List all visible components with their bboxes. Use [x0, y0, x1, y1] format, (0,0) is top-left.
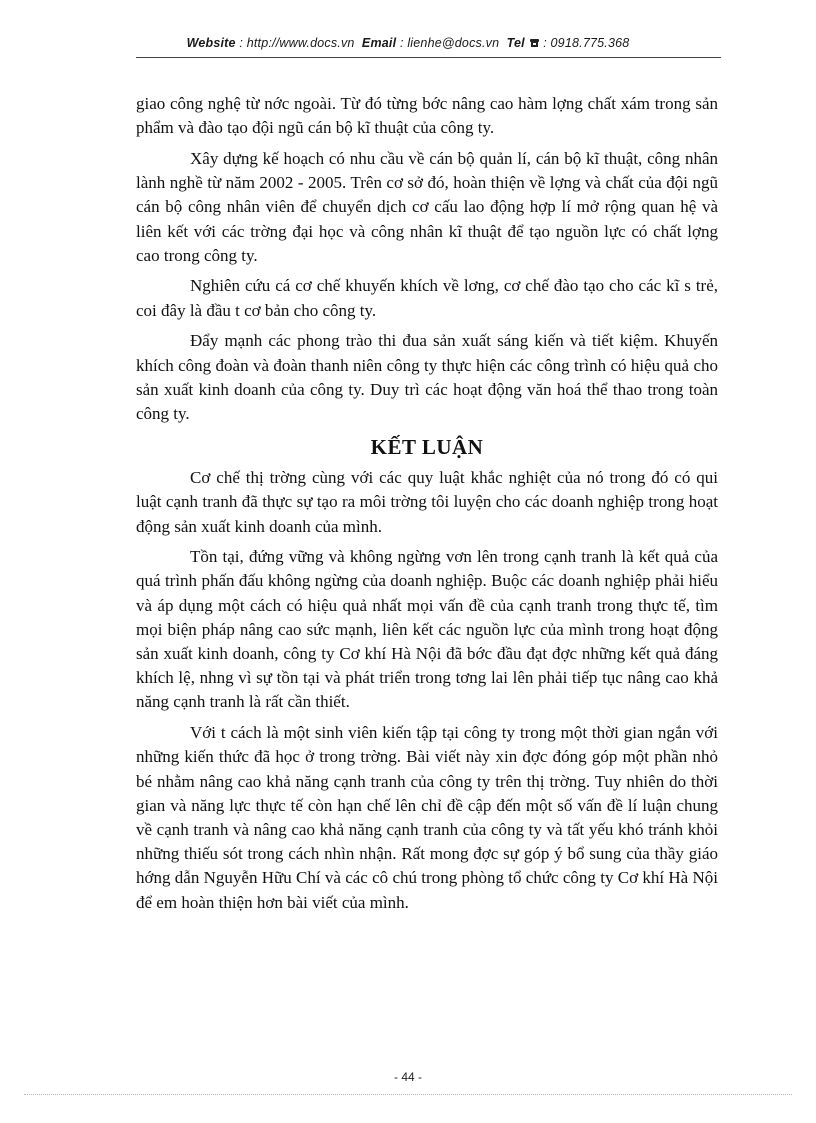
website-value: : http://www.docs.vn — [239, 36, 355, 50]
footer-divider — [24, 1094, 792, 1095]
section-heading: KẾT LUẬN — [370, 435, 484, 460]
paragraph: Với t cách là một sinh viên kiến tập tại công ty trong một thời gian ngắn với những kiến thức đã học ở trong trờng. Bài viết này xin đợc đóng góp một phần nhỏ bé nhằm nâng cao khả năng cạnh tranh của công ty trên thị trờng. Tuy nhiên do thời gian và năng lực thực tế còn hạn chế lên chỉ đề cập đến một số vấn đề lí luận chung về cạnh tranh và nâng cao khả năng cạnh tranh của công ty và tất yếu khó tránh khỏi những thiếu sót trong cách nhìn nhận. Rất mong đợc sự góp ý bổ sung của thầy giáo hớng dẫn Nguyễn Hữu Chí và các cô chú trong phòng tổ chức công ty Cơ khí Hà Nội để em hoàn thiện hơn bài viết của mình. — [136, 723, 718, 912]
email-value: : lienhe@docs.vn — [399, 36, 500, 50]
phone-icon — [529, 36, 544, 50]
document-body — [136, 92, 718, 921]
header-divider — [136, 57, 721, 58]
page-number: - 44 - — [393, 1070, 422, 1084]
page-header — [0, 36, 816, 50]
tel-value: : 0918.775.368 — [543, 36, 630, 50]
website-label: Website — [186, 36, 236, 50]
paragraph: Đẩy mạnh các phong trào thi đua sản xuất sáng kiến và tiết kiệm. Khuyến khích công đoàn và đoàn thanh niên công ty thực hiện các công trình có hiệu quả cho sản xuất kinh doanh của công ty. Duy trì các hoạt động văn hoá thể thao trong toàn công ty. — [136, 331, 718, 423]
paragraph: Nghiên cứu cá cơ chế khuyến khích về lơng, cơ chế đào tạo cho các kĩ s trẻ, coi đây là đầu t cơ bản cho công ty. — [136, 276, 718, 320]
tel-label: Tel — [506, 36, 525, 50]
email-label: Email — [361, 36, 397, 50]
paragraph: Tồn tại, đứng vững và không ngừng vơn lên trong cạnh tranh là kết quả của quá trình phấn đấu không ngừng của doanh nghiệp. Buộc các doanh nghiệp phải hiểu và áp dụng một cách có hiệu quả nhất mọi vấn đề của cạnh tranh trong thực tế, tìm mọi biện pháp nâng cao sức mạnh, liên kết các nguồn lực của mình trong hoạt động sản xuất kinh doanh, công ty Cơ khí Hà Nội đã bớc đầu đạt đợc những kết quả đáng khích lệ, nhng vì sự tồn tại và phát triển trong tơng lai lên phải tiếp tục nâng cao khả năng cạnh tranh là rất cần thiết. — [136, 547, 718, 712]
paragraph: Xây dựng kế hoạch có nhu cầu về cán bộ quản lí, cán bộ kĩ thuật, công nhân lành nghề từ năm 2002 - 2005. Trên cơ sở đó, hoàn thiện về lợng và chất của đội ngũ cán bộ công nhân viên để chuyển dịch cơ cấu lao động hợp lí mở rộng quan hệ và liên kết với các trờng đại học và công nhân kĩ thuật để tạo nguồn lực có chất lợng cao trong công ty. — [136, 148, 718, 265]
paragraph-continued: giao công nghệ từ nớc ngoài. Từ đó từng bớc nâng cao hàm lợng chất xám trong sản phẩm và đào tạo đội ngũ cán bộ kĩ thuật của công ty. — [136, 94, 718, 138]
paragraph: Cơ chế thị trờng cùng với các quy luật khắc nghiệt của nó trong đó có qui luật cạnh tranh đã thực sự tạo ra môi trờng tôi luyện cho các doanh nghiệp trong hoạt động sản xuất kinh doanh của mình. — [136, 468, 718, 536]
